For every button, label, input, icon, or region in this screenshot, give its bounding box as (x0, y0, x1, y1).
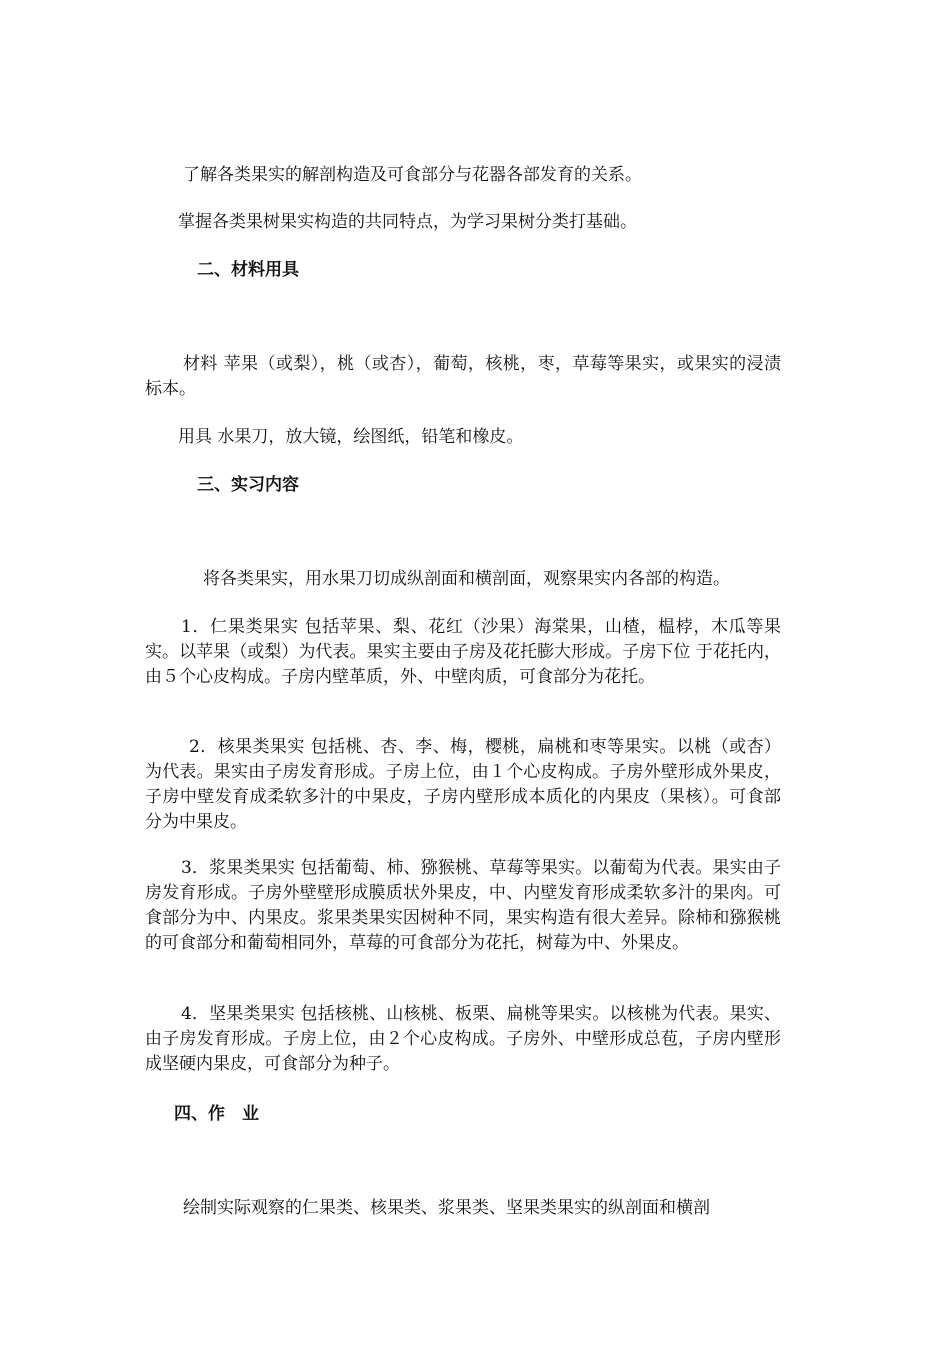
section-heading-materials: 二、材料用具 (197, 260, 299, 280)
materials-paragraph: 材料 苹果（或梨），桃（或杏），葡萄，核桃，枣，草莓等果实，或果实的浸渍标本。 (145, 354, 781, 399)
section-heading-content: 三、实习内容 (197, 475, 299, 495)
objective-line-1: 了解各类果实的解剖构造及可食部分与花器各部发育的关系。 (183, 165, 642, 185)
item-nut-fruit: 4．坚果类果实 包括核桃、山核桃、板栗、扁桃等果实。以核桃为代表。果实、由子房发育形成。子房上位，由２个心皮构成。子房外、中壁形成总苞，子房内壁形成坚硬内果皮，可食部分为种子。 (145, 1004, 781, 1074)
tools-paragraph: 用具 水果刀，放大镜，绘图纸，铅笔和橡皮。 (178, 427, 524, 447)
objective-line-2: 掌握各类果树果实构造的共同特点，为学习果树分类打基础。 (178, 212, 637, 232)
section-heading-assignment: 四、作 业 (174, 1104, 259, 1124)
item-pome-fruit: 1．仁果类果实 包括苹果、梨、花红（沙果）海棠果，山楂，榅桲，木瓜等果实。以苹果（或梨）为代表。果实主要由子房及花托膨大形成。子房下位 于花托内，由５个心皮构成。子房内壁革质，外、中壁肉质，可食部分为花托。 (145, 617, 781, 687)
content-intro: 将各类果实，用水果刀切成纵剖面和横剖面，观察果实内各部的构造。 (203, 569, 730, 589)
item-berry-fruit: 3．浆果类果实 包括葡萄、柿、猕猴桃、草莓等果实。以葡萄为代表。果实由子房发育形成。子房外壁壁形成膜质状外果皮，中、内壁发育形成柔软多汁的果肉。可食部分为中、内果皮。浆果类果实因树种不同，果实构造有很大差异。除柿和猕猴桃的可食部分和葡萄相同外，草莓的可食部分为花托，树莓为中、外果皮。 (145, 858, 781, 953)
assignment-paragraph: 绘制实际观察的仁果类、核果类、浆果类、坚果类果实的纵剖面和横剖 (183, 1198, 710, 1218)
item-drupe-fruit: 2．核果类果实 包括桃、杏、李、梅，樱桃，扁桃和枣等果实。以桃（或杏）为代表。果实由子房发育形成。子房上位，由１个心皮构成。子房外壁形成外果皮，子房中壁发育成柔软多汁的中果皮，子房内壁形成本质化的内果皮（果核）。可食部分为中果皮。 (145, 737, 781, 832)
